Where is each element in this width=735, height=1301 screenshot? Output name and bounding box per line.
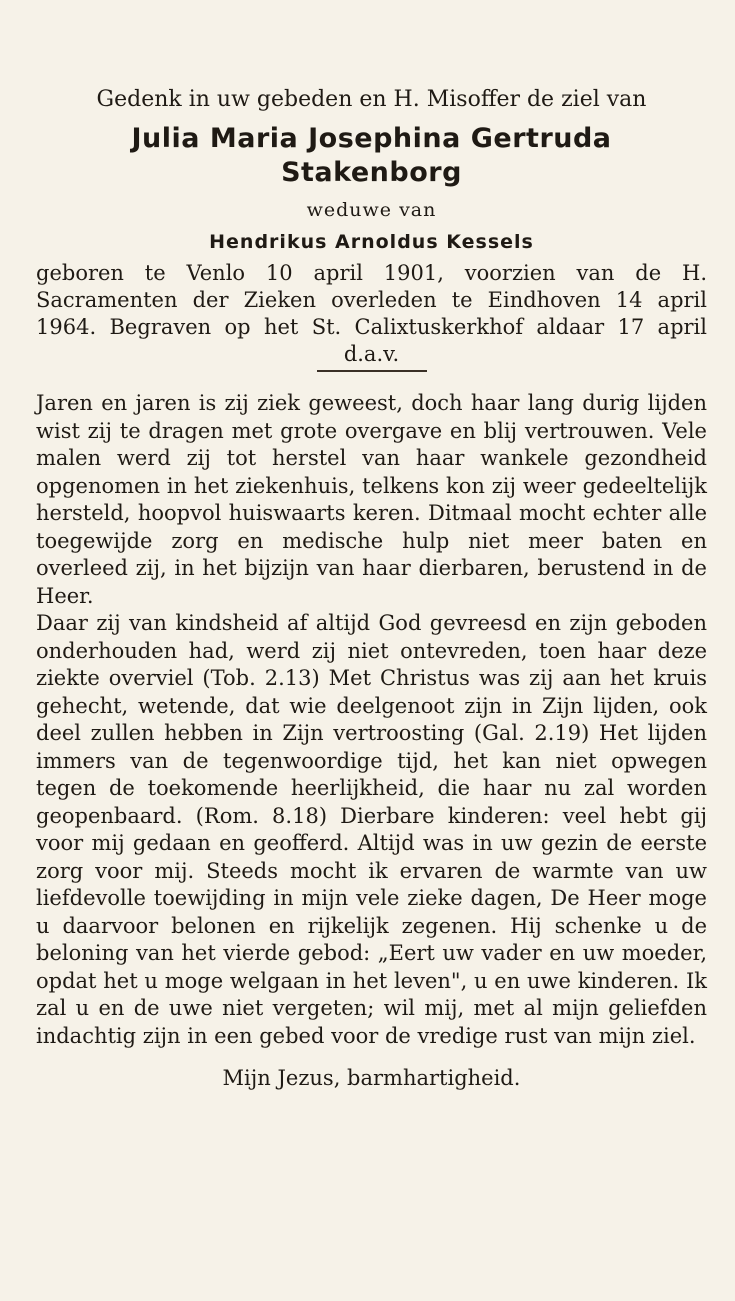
- paragraph-farewell: Daar zij van kindsheid af altijd God gevreesd en zijn geboden onderhouden had, werd zij niet ontevreden, toen haar deze ziekte overviel (Tob. 2.13) Met Christus was zij aan het kruis gehecht, wetende, dat wie deelgenoot zijn in Zijn lijden, ook deel zullen hebben in Zijn vertroosting (Gal. 2.19) Het lijden immers van de tegenwoordige tijd, het kan niet opwegen tegen de toekomende heerlijkheid, die haar nu zal worden geopenbaard. (Rom. 8.18) Dierbare kinderen: veel hebt gij voor mij gedaan en geofferd. Altijd was in uw gezin de eerste zorg voor mij. Steeds mocht ik ervaren de warmte van uw liefdevolle toewijding in mijn vele zieke dagen, De Heer moge u daarvoor belonen en rijkelijk zegenen. Hij schenke u de beloning van het vierde gebod: „Eert uw vader en uw moeder, opdat het u moge welgaan in het leven", u en uwe kinderen. Ik zal u en de uwe niet vergeten; wil mij, met al mijn geliefden indachtig zijn in een gebed voor de vredige rust van mijn ziel.: [36, 611, 707, 1048]
- biography: geboren te Venlo 10 april 1901, voorzien van de H. Sacramenten der Zieken overleden te Eindhoven 14 april 1964. Begraven op het St. Calixtuskerkhof aldaar 17 april d.a.v.: [36, 261, 707, 366]
- memorial-text: [36, 390, 707, 1050]
- widow-of-label: weduwe van: [306, 199, 437, 221]
- intro-line: Gedenk in uw gebeden en H. Misoffer de ziel van: [96, 87, 647, 112]
- husband-name: Hendrikus Arnoldus Kessels: [209, 231, 534, 253]
- paragraph-illness: Jaren en jaren is zij ziek geweest, doch haar lang durig lijden wist zij te dragen met grote overgave en blij vertrouwen. Vele malen werd zij tot herstel van haar wankele gezondheid opgenomen in het ziekenhuis, telkens kon zij weer gedeeltelijk hersteld, hoopvol huiswaarts keren. Ditmaal mocht echter alle toegewijde zorg en medische hulp niet meer baten en overleed zij, in het bijzijn van haar dierbaren, berustend in de Heer.: [36, 391, 707, 608]
- deceased-name-line2: Stakenborg: [281, 157, 462, 188]
- deceased-name-line1: Julia Maria Josephina Gertruda: [131, 123, 612, 154]
- divider: [317, 370, 427, 372]
- closing-prayer: Mijn Jezus, barmhartigheid.: [222, 1066, 521, 1090]
